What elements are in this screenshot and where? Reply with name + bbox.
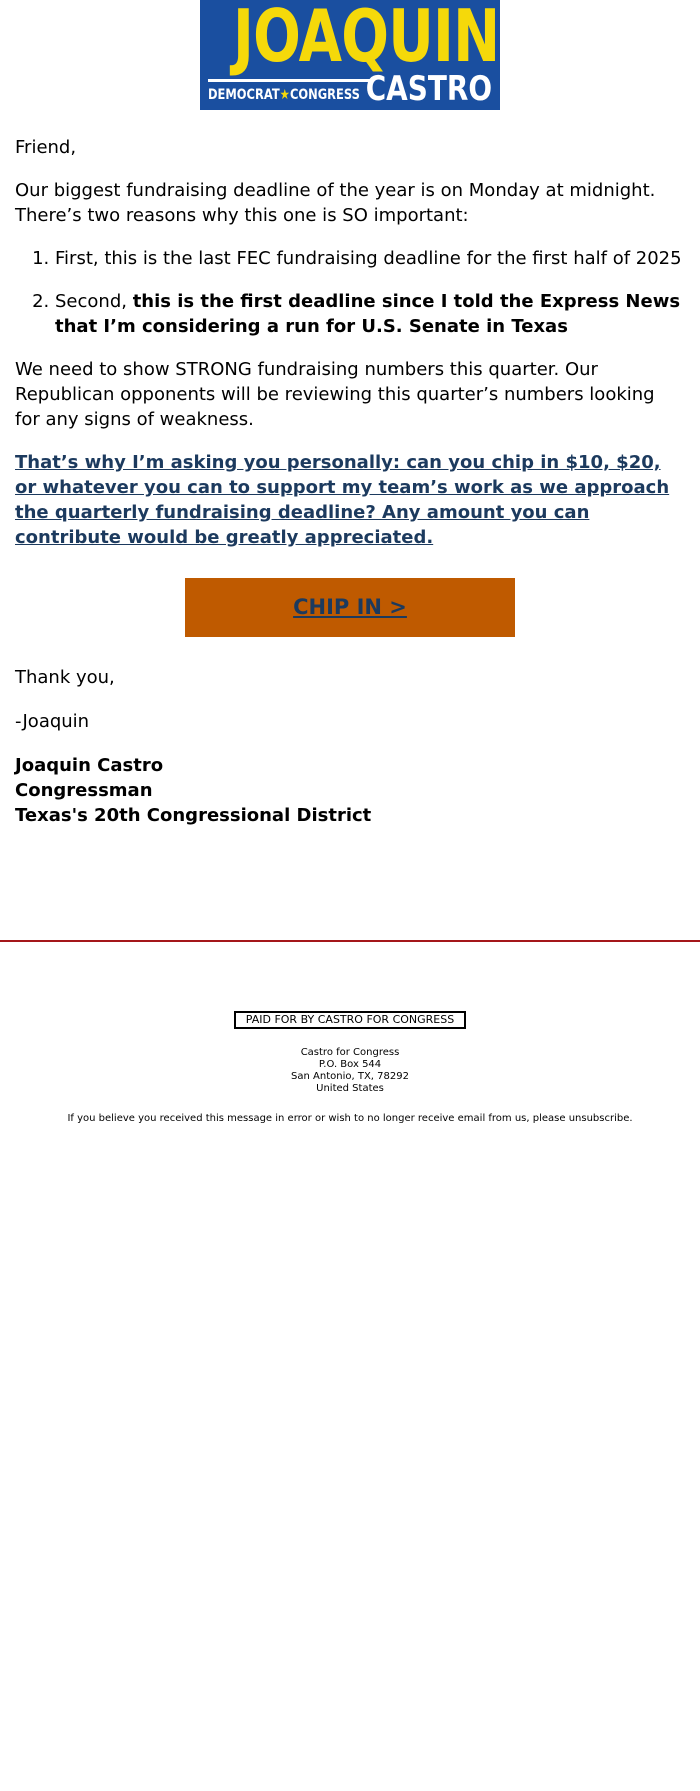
cta-container (15, 578, 685, 637)
mailing-address (0, 1047, 700, 1095)
address-line: Castro for Congress (300, 1047, 400, 1058)
logo-surname: CASTRO (365, 69, 492, 109)
greeting: Friend, (15, 137, 77, 158)
list-item-bold-text: this is the first deadline since I told the Express News that I’m considering a run for U.S. Senate in Texas (55, 291, 681, 337)
donation-ask-link[interactable]: That’s why I’m asking you personally: can you chip in $10, $20, or whatever you can to support my team’s work as we approach the quarterly fundraising deadline? Any amount you can contribute would be greatly appreciated. (15, 452, 670, 548)
signature-district: Texas's 20th Congressional District (15, 805, 372, 826)
logo-tagline-right: CONGRESS (289, 87, 360, 103)
campaign-logo[interactable] (200, 0, 500, 110)
logo-tagline-left: DEMOCRAT (208, 87, 280, 103)
footer-divider (0, 940, 700, 942)
list-item-text: First, this is the last FEC fundraising deadline for the first half of 2025 (55, 248, 682, 269)
signature-title: Congressman (15, 780, 153, 801)
address-line: United States (316, 1083, 384, 1094)
list-item (55, 246, 685, 271)
signature-name: Joaquin Castro (15, 755, 164, 776)
paid-for-disclaimer: PAID FOR BY CASTRO FOR CONGRESS (234, 1011, 466, 1029)
logo-name: JOAQUIN (233, 0, 500, 78)
star-icon: ★ (279, 87, 290, 103)
chip-in-button[interactable]: CHIP IN > (185, 578, 515, 637)
intro-paragraph: Our biggest fundraising deadline of the year is on Monday at midnight. There’s two reasons why this one is SO important: (15, 180, 656, 226)
thanks-line: Thank you, (15, 667, 115, 688)
list-item (55, 289, 685, 339)
email-body (15, 135, 685, 828)
address-line: P.O. Box 544 (318, 1059, 382, 1070)
logo-tagline (208, 86, 360, 104)
footer (0, 1011, 700, 1125)
signoff: -Joaquin (15, 711, 90, 732)
logo-rule (208, 79, 373, 82)
reasons-list (15, 246, 685, 339)
signature-block (15, 753, 685, 828)
unsubscribe-notice[interactable]: If you believe you received this message in error or wish to no longer receive email from us, please unsubscribe. (67, 1113, 633, 1124)
strength-paragraph: We need to show STRONG fundraising numbers this quarter. Our Republican opponents will be reviewing this quarter’s numbers looking for any signs of weakness. (15, 359, 655, 430)
list-item-text: Second, (55, 291, 133, 312)
address-line: San Antonio, TX, 78292 (291, 1071, 409, 1082)
